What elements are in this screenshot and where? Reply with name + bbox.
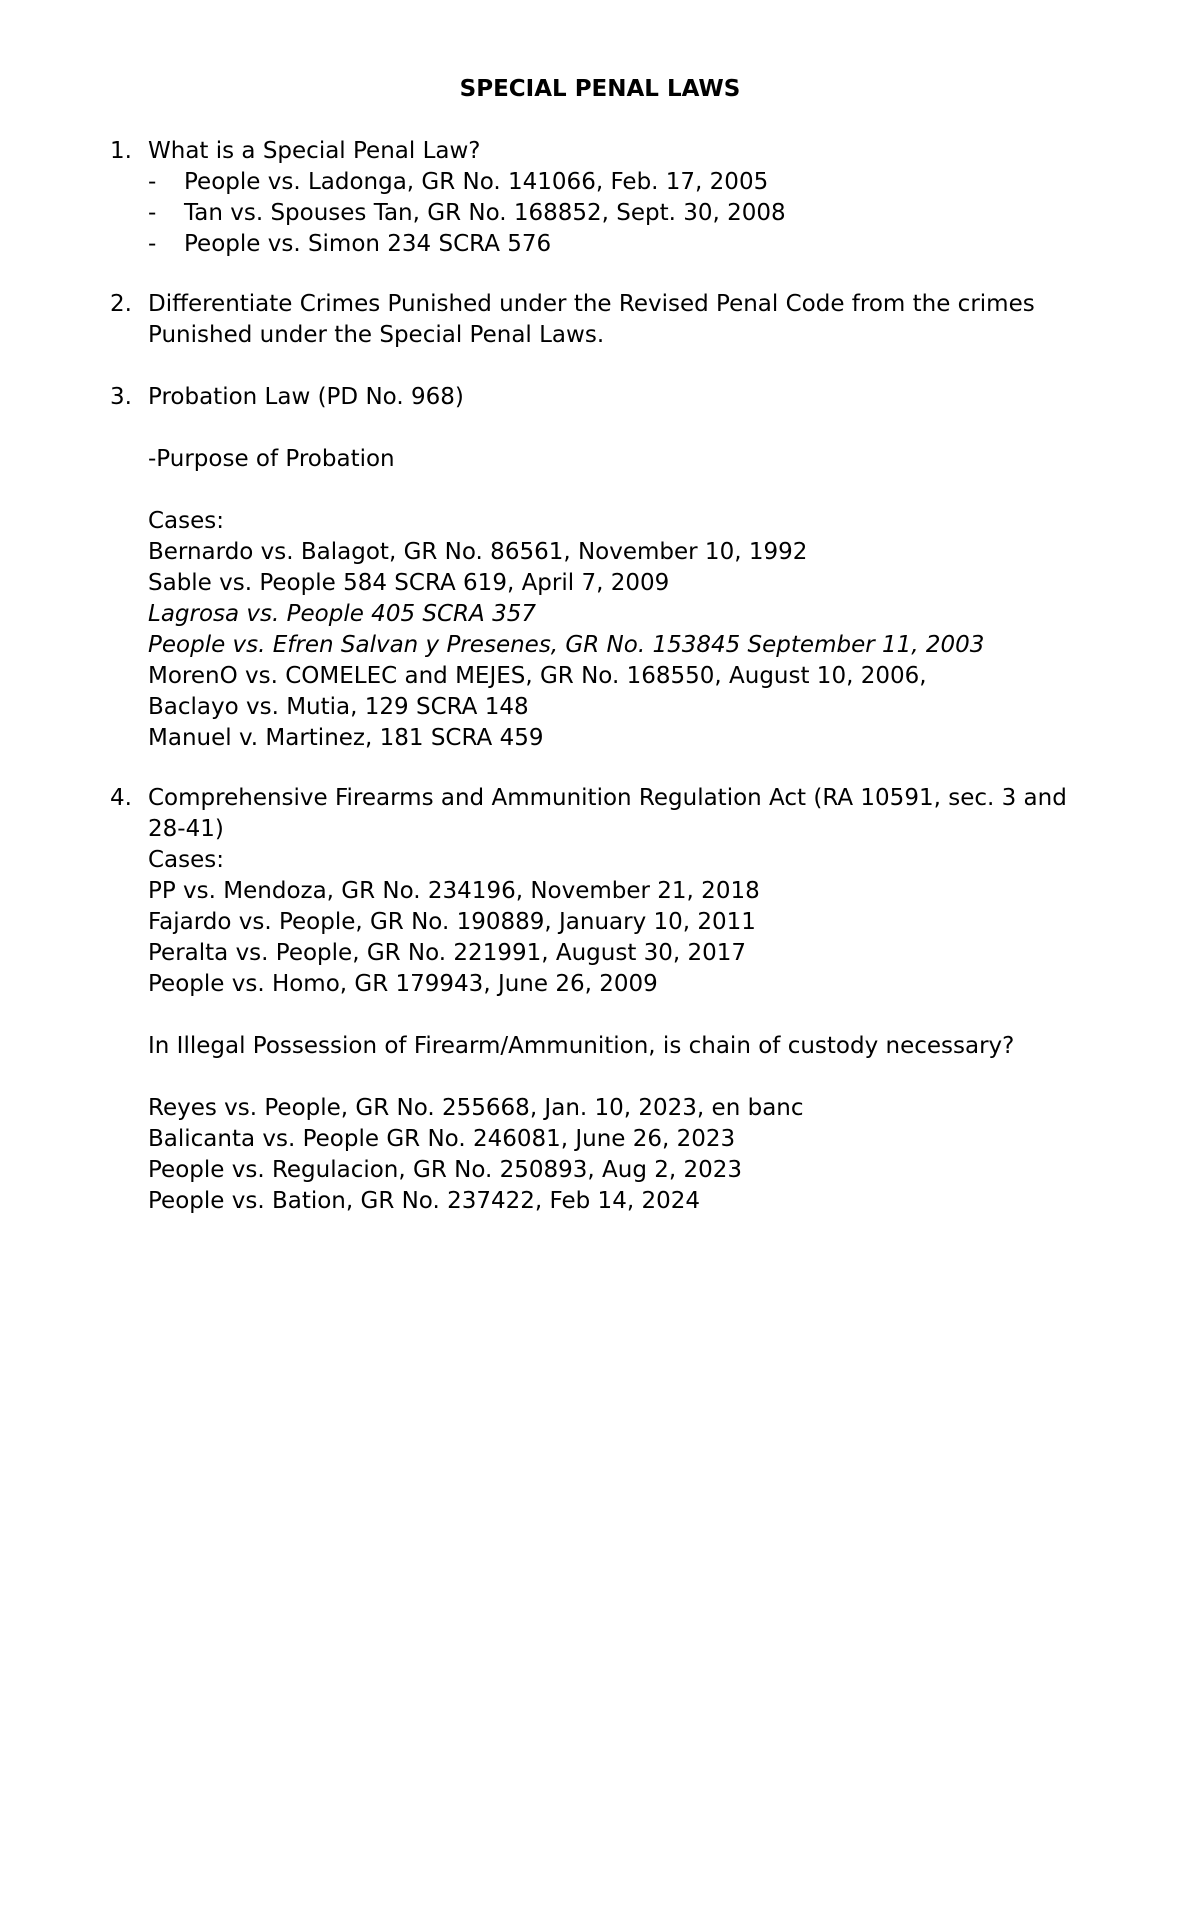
item-heading: What is a Special Penal Law? (148, 138, 481, 164)
case-citation: PP vs. Mendoza, GR No. 234196, November 21, 2018 (148, 878, 760, 904)
item-heading: 28-41) (148, 816, 224, 842)
case-citation: Baclayo vs. Mutia, 129 SCRA 148 (148, 694, 529, 720)
item-heading: Probation Law (PD No. 968) (148, 384, 464, 410)
case-citation: People vs. Efren Salvan y Presenes, GR No. 153845 September 11, 2003 (148, 632, 985, 658)
bullet-dash: - (148, 169, 157, 195)
case-citation: Lagrosa vs. People 405 SCRA 357 (148, 601, 536, 627)
case-citation: Tan vs. Spouses Tan, GR No. 168852, Sept. 30, 2008 (184, 200, 786, 226)
case-citation: Manuel v. Martinez, 181 SCRA 459 (148, 725, 544, 751)
cases-label: Cases: (148, 847, 225, 873)
item-number: 4. (110, 785, 132, 811)
item-text: Punished under the Special Penal Laws. (148, 322, 605, 348)
item-heading: Comprehensive Firearms and Ammunition Regulation Act (RA 10591, sec. 3 and (148, 785, 1067, 811)
case-citation: Bernardo vs. Balagot, GR No. 86561, November 10, 1992 (148, 539, 808, 565)
item-number: 3. (110, 384, 132, 410)
document-title: SPECIAL PENAL LAWS (459, 76, 741, 102)
purpose-label: -Purpose of Probation (148, 446, 395, 472)
case-citation: Balicanta vs. People GR No. 246081, June 26, 2023 (148, 1126, 736, 1152)
bullet-dash: - (148, 231, 157, 257)
list-item (148, 167, 1148, 198)
case-citation: Peralta vs. People, GR No. 221991, August 30, 2017 (148, 940, 747, 966)
list-item (148, 198, 1148, 229)
item-text: Differentiate Crimes Punished under the Revised Penal Code from the crimes (148, 291, 1035, 317)
case-citation: People vs. Ladonga, GR No. 141066, Feb. 17, 2005 (184, 169, 769, 195)
case-citation: People vs. Homo, GR 179943, June 26, 2009 (148, 971, 658, 997)
case-citation: People vs. Bation, GR No. 237422, Feb 14, 2024 (148, 1188, 700, 1214)
case-citation: People vs. Simon 234 SCRA 576 (184, 231, 552, 257)
case-citation: Reyes vs. People, GR No. 255668, Jan. 10, 2023, en banc (148, 1095, 804, 1121)
question-text: In Illegal Possession of Firearm/Ammunition, is chain of custody necessary? (148, 1033, 1015, 1059)
list-item (148, 229, 1148, 260)
item-number: 2. (110, 291, 132, 317)
cases-label: Cases: (148, 508, 225, 534)
case-citation: MorenO vs. COMELEC and MEJES, GR No. 168550, August 10, 2006, (148, 663, 927, 689)
case-citation: Fajardo vs. People, GR No. 190889, January 10, 2011 (148, 909, 756, 935)
item-number: 1. (110, 138, 132, 164)
bullet-dash: - (148, 200, 157, 226)
case-citation: People vs. Regulacion, GR No. 250893, Aug 2, 2023 (148, 1157, 743, 1183)
case-citation: Sable vs. People 584 SCRA 619, April 7, 2009 (148, 570, 670, 596)
